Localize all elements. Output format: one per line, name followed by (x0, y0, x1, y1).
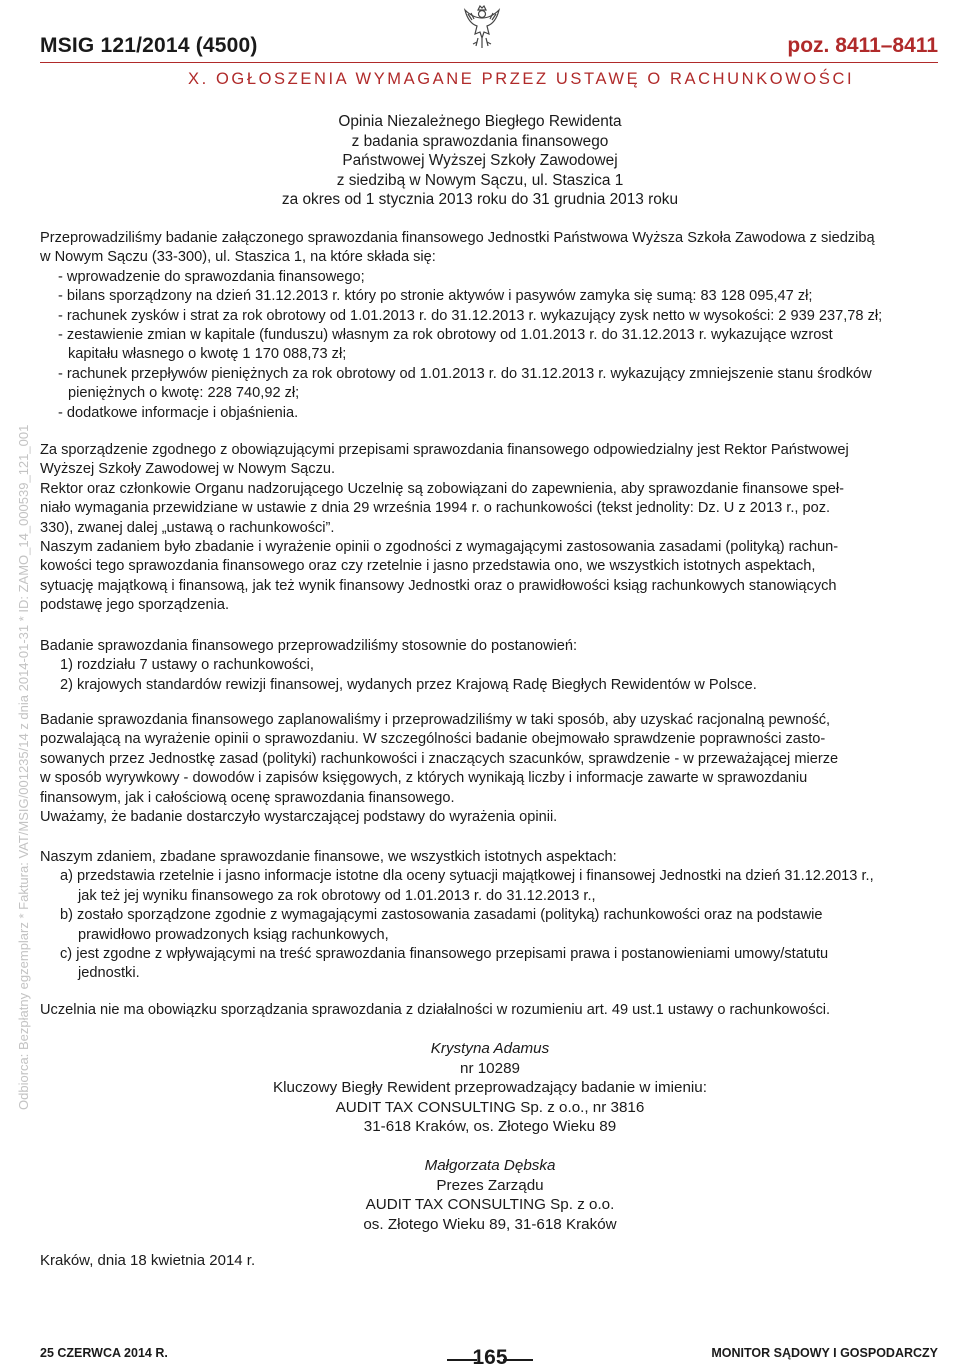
text-line: Badanie sprawozdania finansowego zaplanowaliśmy i przeprowadziliśmy w taki sposób, aby uzyskać racjonalną pewność, (40, 712, 831, 728)
opinion-title (230, 112, 730, 210)
president-firm: AUDIT TAX CONSULTING Sp. z o.o. (365, 1196, 615, 1213)
auditor-number: nr 10289 (460, 1059, 520, 1077)
text-line: pozwalającą na wyrażenie opinii o sprawozdaniu. W szczególności badanie obejmowało sprawdzenie poprawności zasto- (40, 731, 826, 748)
text-line: sytuację majątkową i finansową, jak też wynik finansowy Jednostki oraz o prawidłowości ksiąg rachunkowych stanowiących (40, 577, 837, 594)
president-address: os. Złotego Wieku 89, 31-618 Kraków (363, 1215, 617, 1233)
section-title: X. OGŁOSZENIA WYMAGANE PRZEZ USTAWĘ O RACHUNKOWOŚCI (188, 70, 855, 88)
title-line: z badania sprawozdania finansowego (351, 132, 609, 150)
header-divider (40, 62, 938, 63)
list-item: - zestawienie zmian w kapitale (funduszu) własnym za rok obrotowy od 1.01.2013 r. do 31.12.2013 r. wykazujące wzrost (58, 327, 833, 344)
auditor-address: 31-618 Kraków, os. Złotego Wieku 89 (363, 1118, 617, 1135)
list-item-continuation: kapitału własnego o kwotę 1 170 088,73 zł; (68, 346, 347, 363)
list-item-continuation: prawidłowo prowadzonych ksiąg rachunkowych, (78, 926, 389, 943)
title-line: za okres od 1 stycznia 2013 roku do 31 grudnia 2013 roku (281, 191, 679, 208)
page-number: 165 (472, 1346, 508, 1369)
auditor-role: Kluczowy Biegły Rewident przeprowadzający badanie w imieniu: (273, 1079, 707, 1096)
list-item: b) zostało sporządzone zgodnie z wymagającymi zastosowania zasadami (polityką) rachunkowości oraz na podstawie (60, 907, 823, 924)
polish-eagle-icon (463, 4, 501, 50)
text-line: niało wymagania przewidziane w ustawie z dnia 29 września 1994 r. o rachunkowości (tekst jednolity: Dz. U z 2013 r., poz. (40, 500, 831, 517)
title-line: z siedzibą w Nowym Sączu, ul. Staszica 1 (336, 171, 624, 189)
text-line: w Nowym Sączu (33-300), ul. Staszica 1, na które składa się: (40, 249, 436, 266)
footer-dash-right (503, 1359, 533, 1361)
footer-publication: MONITOR SĄDOWY I GOSPODARCZY (711, 1346, 938, 1360)
text-line: finansowym, jak i całościową ocenę sprawozdania finansowego. (40, 789, 455, 806)
list-item-continuation: pieniężnych o kwotę: 228 740,92 zł; (68, 385, 300, 402)
list-item: 2) krajowych standardów rewizji finansowej, wydanych przez Krajową Radę Biegłych Rewidentów w Polsce. (60, 676, 757, 693)
planning-paragraph (40, 711, 928, 827)
title-line: Opinia Niezależnego Biegłego Rewidenta (338, 113, 622, 130)
list-item-continuation: jednostki. (78, 965, 140, 982)
place-and-date: Kraków, dnia 18 kwietnia 2014 r. (40, 1252, 256, 1269)
text-line: Rektor oraz członkowie Organu nadzorującego Uczelnię są zobowiązani do zapewnienia, aby sprawozdanie finansowe speł- (40, 480, 844, 497)
intro-paragraph (40, 229, 928, 423)
text-line: 330), zwanej dalej „ustawą o rachunkowości”. (40, 519, 335, 536)
auditor-name: Krystyna Adamus (430, 1040, 550, 1057)
list-item: 1) rozdziału 7 ustawy o rachunkowości, (60, 657, 314, 674)
text-line: podstawę jego sporządzenia. (40, 597, 230, 614)
side-recipient-note: Odbiorca: Bezpłatny egzemplarz * Faktura: VAT/MSIG/001235/14 z dnia 2014-01-31 * ID: ZAMO_14_000539_121_001 (16, 424, 31, 1110)
president-signature-block (240, 1156, 740, 1234)
footer-date: 25 CZERWCA 2014 R. (40, 1346, 168, 1360)
text-line: Naszym zdaniem, zbadane sprawozdanie finansowe, we wszystkich istotnych aspektach: (40, 849, 617, 865)
text-line: Uczelnia nie ma obowiązku sporządzania sprawozdania z działalności w rozumieniu art. 49 ust.1 ustawy o rachunkowości. (40, 1002, 831, 1018)
list-item-continuation: jak też jej wyniku finansowego za rok obrotowy od 1.01.2013 r. do 31.12.2013 r., (78, 887, 596, 904)
auditor-firm: AUDIT TAX CONSULTING Sp. z o.o., nr 3816 (335, 1098, 645, 1116)
responsibility-paragraph (40, 441, 928, 616)
text-line: Za sporządzenie zgodnego z obowiązującymi przepisami sprawozdania finansowego odpowiedzialny jest Rektor Państwowej (40, 442, 849, 458)
list-item: c) jest zgodne z wpływającymi na treść sprawozdania finansowego przepisami prawa i postanowieniami umowy/statutu (60, 946, 829, 963)
auditor-signature-block (240, 1039, 740, 1137)
position-number: poz. 8411–8411 (787, 34, 938, 57)
text-line: Naszym zadaniem było zbadanie i wyrażenie opinii o zgodności z wymagającymi zastosowania zasadami (polityką) rachun- (40, 539, 839, 556)
text-line: w sposób wyrywkowy - dowodów i zapisów księgowych, z których wynikają liczby i informacje zawarte w sprawozdaniu (40, 770, 808, 787)
title-line: Państwowej Wyższej Szkoły Zawodowej (342, 152, 618, 169)
opinion-paragraph (40, 848, 928, 984)
basis-paragraph (40, 637, 928, 695)
text-line: Przeprowadziliśmy badanie załączonego sprawozdania finansowego Jednostki Państwowa Wyższa Szkoła Zawodowa z siedzibą (40, 230, 875, 246)
text-line: Wyższej Szkoły Zawodowej w Nowym Sączu. (40, 461, 336, 478)
list-item: - wprowadzenie do sprawozdania finansowego; (58, 268, 365, 285)
text-line: Badanie sprawozdania finansowego przeprowadziliśmy stosownie do postanowień: (40, 638, 578, 654)
president-role: Prezes Zarządu (436, 1176, 544, 1194)
activity-report-note (40, 1001, 928, 1020)
journal-issue: MSIG 121/2014 (4500) (40, 34, 258, 57)
text-line: kowości tego sprawozdania finansowego oraz czy rzetelnie i jasno przedstawia ono, we wszystkich istotnych aspektach, (40, 558, 816, 575)
text-line: Uważamy, że badanie dostarczyło wystarczającej podstawy do wyrażenia opinii. (40, 809, 558, 826)
text-line: sowanych przez Jednostkę zasad (polityki) rachunkowości i znaczących szacunków, sprawdzenie - w przeważającej mierze (40, 750, 839, 767)
list-item: - rachunek zysków i strat za rok obrotowy od 1.01.2013 r. do 31.12.2013 r. wykazujący zysk netto w wysokości: 2 939 237,78 zł; (58, 307, 883, 324)
list-item: - rachunek przepływów pieniężnych za rok obrotowy od 1.01.2013 r. do 31.12.2013 r. wykazujący zmniejszenie stanu środków (58, 365, 872, 382)
list-item: a) przedstawia rzetelnie i jasno informacje istotne dla oceny sytuacji majątkowej i finansowej Jednostki na dzień 31.12.2013 r., (60, 868, 874, 885)
list-item: - dodatkowe informacje i objaśnienia. (58, 404, 299, 421)
president-name: Małgorzata Dębska (424, 1157, 556, 1174)
list-item: - bilans sporządzony na dzień 31.12.2013 r. który po stronie aktywów i pasywów zamyka się sumą: 83 128 095,47 zł; (58, 288, 813, 305)
